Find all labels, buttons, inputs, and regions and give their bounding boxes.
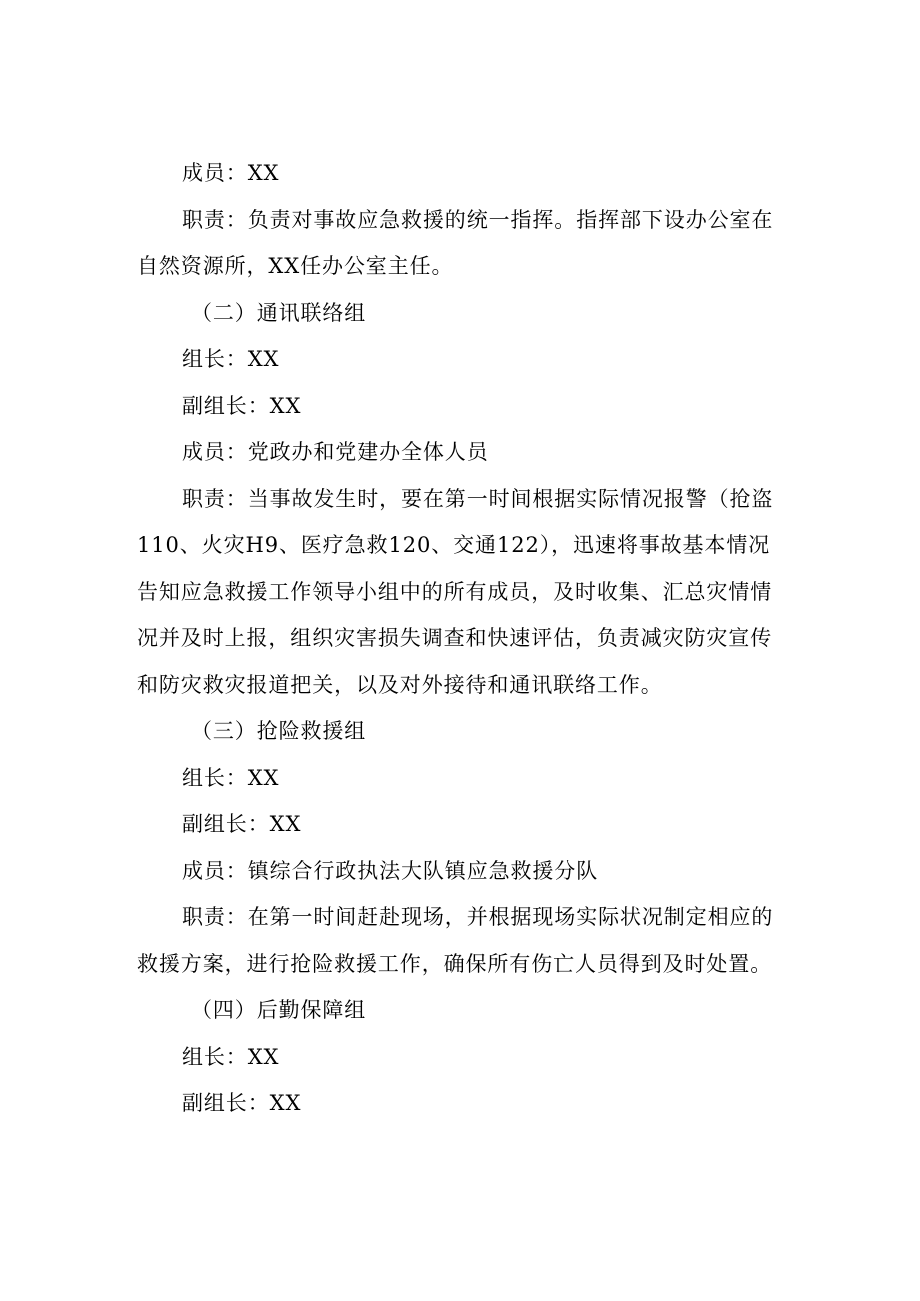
- section-heading-logistics: （四）后勤保障组: [191, 998, 367, 1022]
- paragraph-leader: 组长：XX: [182, 765, 280, 790]
- paragraph-duties: 职责：负责对事故应急救援的统一指挥。指挥部下设办公室在自然资源所，XX任办公室主任。: [137, 207, 774, 278]
- paragraph-members: 成员：党政办和党建办全体人员: [182, 440, 489, 464]
- section-heading-communication: （二）通讯联络组: [191, 300, 367, 325]
- paragraph-duties: 职责：在第一时间赶赴现场，并根据现场实际状况制定相应的救援方案，进行抢险救援工作，确保所有伤亡人员得到及时处置。: [137, 905, 774, 976]
- paragraph-members: 成员：XX: [182, 161, 280, 185]
- paragraph-members: 成员：镇综合行政执法大队镇应急救援分队: [182, 858, 599, 883]
- paragraph-deputy-leader: 副组长：XX: [182, 1091, 302, 1115]
- section-heading-rescue: （三）抢险救援组: [191, 719, 367, 743]
- paragraph-deputy-leader: 副组长：XX: [182, 393, 302, 418]
- paragraph-duties: 职责：当事故发生时，要在第一时间根据实际情况报警（抢盗110、火灾H9、医疗急救120、交通122），迅速将事故基本情况告知应急救援工作领导小组中的所有成员，及时收集、汇总灾情情况并及时上报，组织灾害损失调查和快速评估，负责减灾防灾宣传和防灾救灾报道把关，以及对外接待和通讯联络工作。: [137, 486, 774, 697]
- paragraph-deputy-leader: 副组长：XX: [182, 812, 302, 836]
- document-page: [137, 150, 787, 1127]
- paragraph-leader: 组长：XX: [182, 347, 280, 371]
- paragraph-leader: 组长：XX: [182, 1044, 280, 1069]
